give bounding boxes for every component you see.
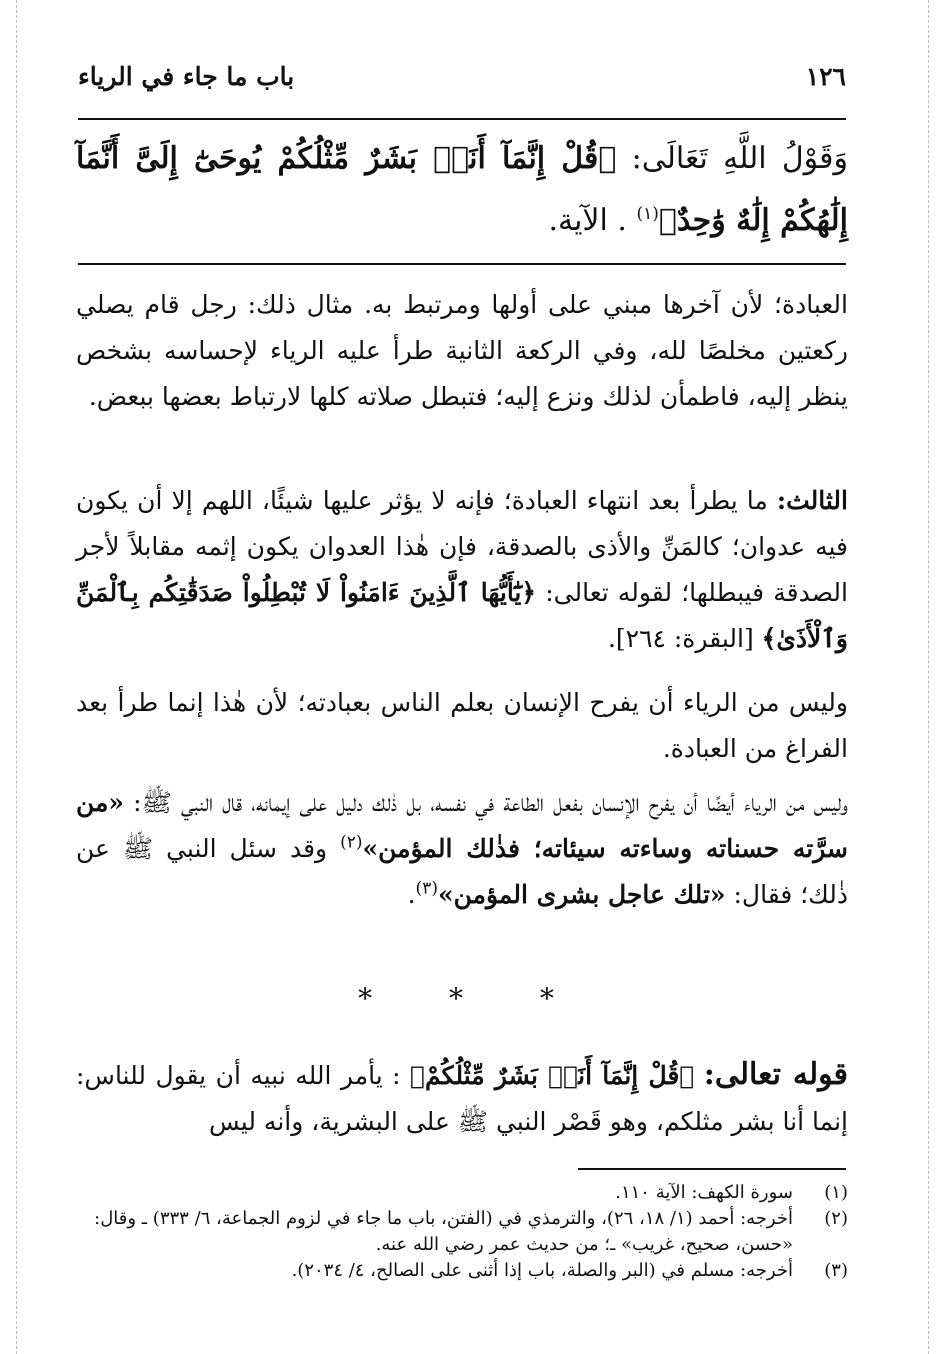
page-number: ١٢٦	[805, 62, 846, 91]
chapter-title: باب ما جاء في الرياء	[78, 62, 295, 91]
paragraph-5-text: : يأمر الله نبيه أن يقول للناس: إنما أنا بشر مثلكم، وهو قَصْر النبي ﷺ على البشرية، وأنه ليس	[76, 1061, 848, 1136]
paragraph-5	[76, 1052, 848, 1145]
paragraph-1	[76, 282, 848, 420]
verse-quote: ﴿قُلْ إِنَّمَآ أَنَا۠ بَشَرٌ مِّثْلُكُمْ يُوحَىٰٓ إِلَىَّ أَنَّمَآ إِلَٰهُكُمْ إِلَٰهٌ وَٰحِدٌ﴾	[76, 141, 848, 238]
paragraph-4	[76, 780, 848, 918]
guide-line-left	[16, 0, 17, 1354]
page-header	[78, 62, 846, 102]
paragraph-3	[76, 680, 848, 772]
verse-intro: وَقَوْلُ اللَّهِ تَعَالَى:	[631, 141, 848, 176]
hadith-1: «من سرَّته حسناته وساءته سيئاته؛ فذٰلك المؤمن»	[76, 788, 848, 863]
footnote-rule	[578, 1168, 846, 1170]
paragraph-2-quote: ﴿يَٰٓأَيُّهَا ٱلَّذِينَ ءَامَنُواْ لَا تُبْطِلُواْ صَدَقَٰتِكُم بِٱلْمَنِّ وَٱلْأَذَىٰ﴾	[76, 578, 848, 653]
paragraph-2	[76, 478, 848, 662]
footnote-2	[76, 1206, 848, 1258]
footnote-number: (٢)	[824, 1208, 848, 1229]
paragraph-2-ref: [البقرة: ٢٦٤].	[607, 624, 754, 653]
verse-tail: . الآية.	[548, 203, 627, 238]
footnote-ref-2: (٢)	[340, 832, 363, 853]
footnotes	[76, 1180, 848, 1284]
quran-verse-block	[76, 128, 848, 252]
footnote-3	[76, 1258, 848, 1284]
footnote-text: أخرجه: أحمد (١/ ١٨، ٢٦)، والترمذي في (الفتن، باب ما جاء في لزوم الجماعة، ٦/ ٣٣٣) ـ وقال: «حسن، صحيح، غريب» ـ؛ من حديث عمر رضي الله عنه.	[94, 1208, 793, 1255]
section-rule	[78, 263, 846, 265]
guide-line-right	[928, 0, 929, 1354]
header-rule	[78, 118, 846, 120]
footnote-ref-3: (٣)	[415, 878, 438, 899]
paragraph-4-end: .	[407, 880, 416, 909]
footnote-1	[76, 1180, 848, 1206]
paragraph-2-lead: الثالث:	[776, 486, 848, 515]
footnote-text: سورة الكهف: الآية ١١٠.	[615, 1182, 793, 1203]
paragraph-4-text-b: وقد سئل النبي ﷺ عن ذٰلك؛ فقال:	[76, 834, 848, 909]
paragraph-5-quote: ﴿قُلْ إِنَّمَآ أَنَا۠ بَشَرٌ مِّثْلُكُمْ﴾	[410, 1061, 695, 1090]
footnote-number: (١)	[824, 1182, 848, 1203]
footnote-number: (٣)	[824, 1260, 848, 1281]
section-separator-stars: * * *	[358, 982, 588, 1015]
paragraph-4-text-a: وليس من الرياء أيضًا أن يفرح الإنسان بفعل الطاعة في نفسه، بل ذٰلك دليل على إيمانه، قال النبي ﷺ:	[133, 788, 848, 817]
commentary-heading: قوله تعالى:	[703, 1057, 848, 1092]
hadith-2: «تلك عاجل بشرى المؤمن»	[437, 880, 726, 909]
footnote-text: أخرجه: مسلم في (البر والصلة، باب إذا أثنى على الصالح، ٤/ ٢٠٣٤).	[291, 1260, 793, 1281]
paragraph-3-text: وليس من الرياء أن يفرح الإنسان بعلم الناس بعبادته؛ لأن هٰذا إنما طرأ بعد الفراغ من العبادة.	[76, 688, 848, 763]
paragraph-2-text: ما يطرأ بعد انتهاء العبادة؛ فإنه لا يؤثر عليها شيئًا، اللهم إلا أن يكون فيه عدوان؛ كالمَنِّ والأذى بالصدقة، فإن هٰذا العدوان يكون إثمه مقابلاً لأجر الصدقة فيبطلها؛ لقوله تعالى:	[76, 486, 848, 607]
paragraph-1-text: العبادة؛ لأن آخرها مبني على أولها ومرتبط به. مثال ذلك: رجل قام يصلي ركعتين مخلصًا لله، وفي الركعة الثانية طرأ عليه الرياء لإحساسه بشخص ينظر إليه، فاطمأن لذلك ونزع إليه؛ فتبطل صلاته كلها لارتباط بعضها ببعض.	[76, 290, 848, 411]
footnote-ref-1: (١)	[636, 204, 659, 224]
